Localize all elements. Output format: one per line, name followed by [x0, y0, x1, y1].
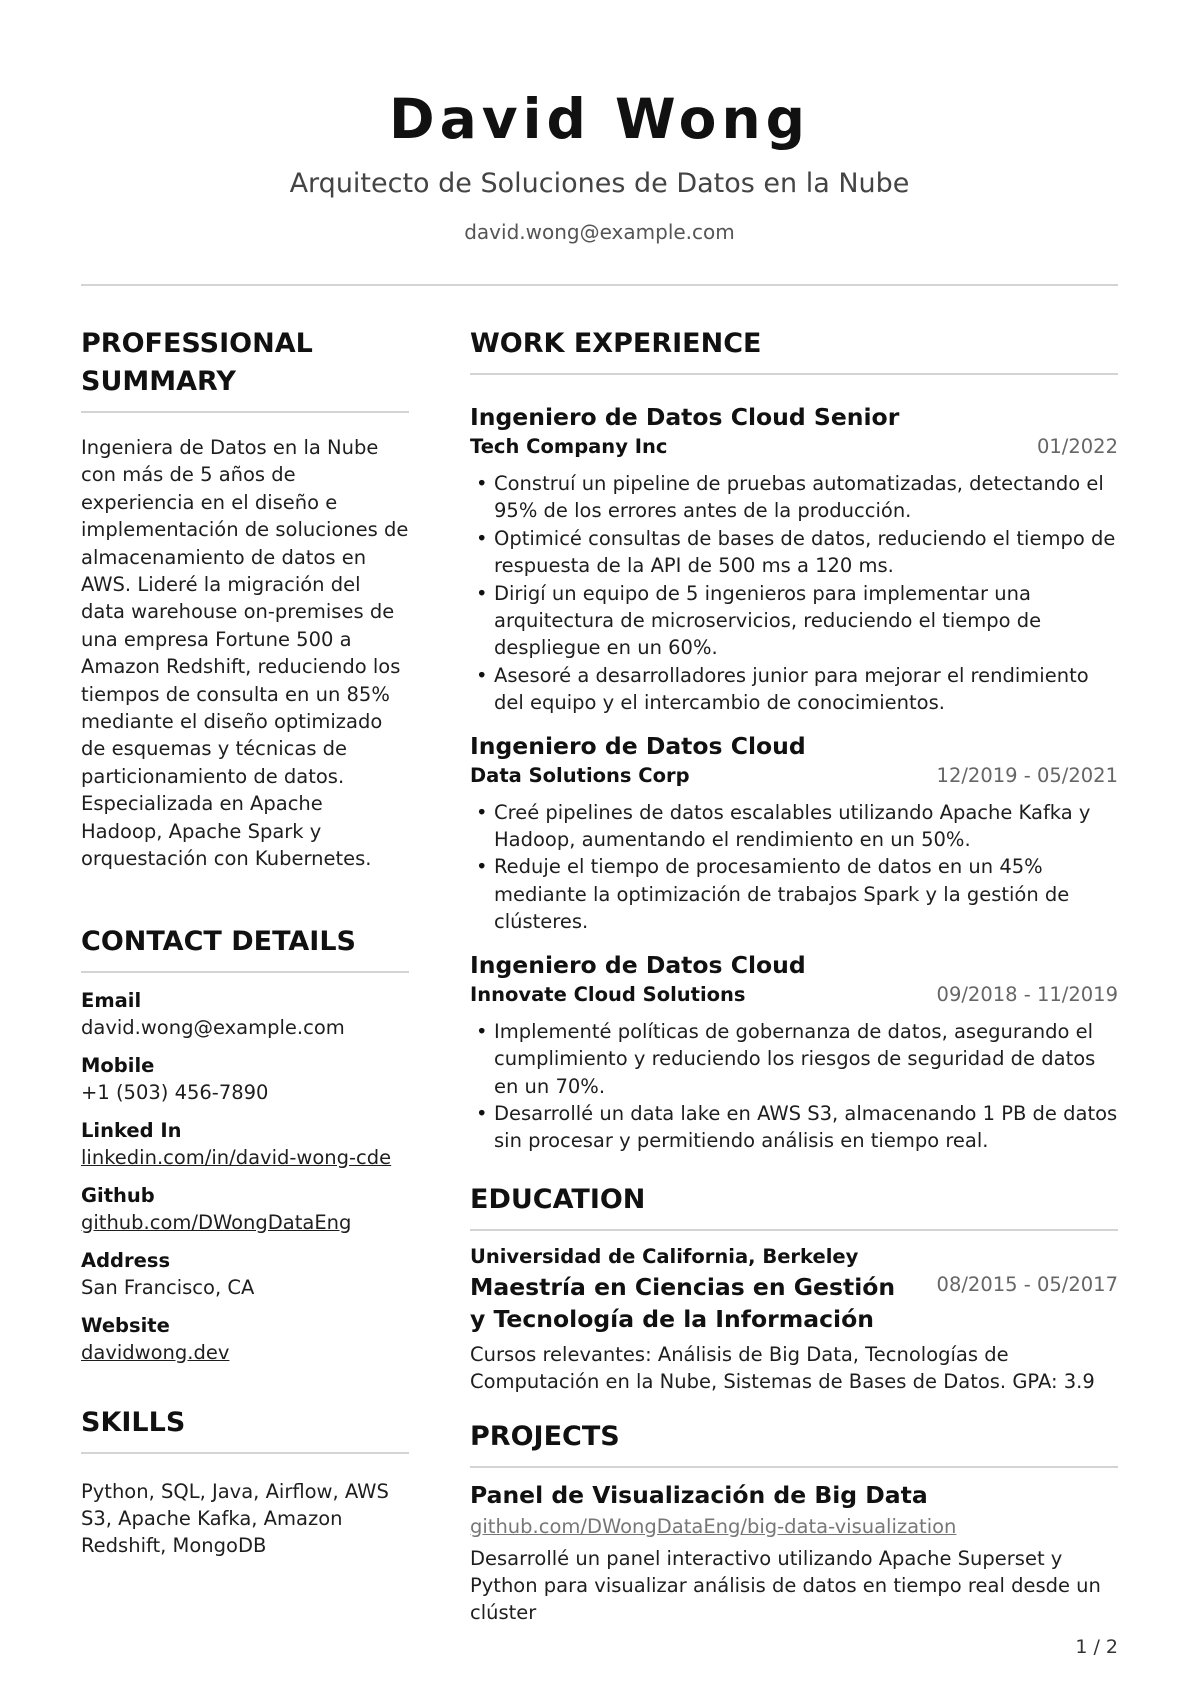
job-title: Ingeniero de Datos Cloud — [470, 950, 806, 979]
header-divider — [81, 284, 1118, 286]
skills-section — [81, 1404, 409, 1560]
education-description: Cursos relevantes: Análisis de Big Data, Tecnologías de Computación en la Nube, Sistemas de Bases de Datos. GPA: 3.9 — [470, 1342, 1095, 1394]
education-meta — [470, 1271, 1118, 1335]
contact-label-linkedin: Linked In — [81, 1118, 182, 1142]
job-bullet: • Implementé políticas de gobernanza de datos, asegurando el cumplimiento y reduciendo los riesgos de seguridad de datos en un 70%. — [470, 1018, 1118, 1100]
job-bullet: • Asesoré a desarrolladores junior para mejorar el rendimiento del equipo y el intercambio de conocimientos. — [470, 662, 1118, 717]
contact-label-website: Website — [81, 1313, 170, 1337]
skills-divider — [81, 1452, 409, 1454]
summary-heading — [81, 325, 409, 401]
job-title: Ingeniero de Datos Cloud — [470, 731, 806, 760]
candidate-name: David Wong — [388, 87, 810, 151]
job-entry — [470, 950, 1118, 1155]
linkedin-link[interactable]: linkedin.com/in/david-wong-cde — [81, 1145, 392, 1169]
projects-section — [470, 1418, 1118, 1627]
job-bullets — [470, 1018, 1118, 1155]
job-company: Innovate Cloud Solutions — [470, 982, 746, 1006]
contact-label-email: Email — [81, 988, 142, 1012]
job-title: Ingeniero de Datos Cloud Senior — [470, 403, 900, 431]
job-entry — [470, 731, 1118, 936]
experience-heading: WORK EXPERIENCE — [470, 328, 762, 359]
summary-text: Ingeniera de Datos en la Nube con más de 5 años de experiencia en el diseño e implementación de soluciones de almacenamiento de datos en AWS. Lideré la migración del data warehouse on-premises de una empresa Fortune 500 a Amazon Redshift, reduciendo los tiempos de consulta en un 85% mediante el diseño optimizado de esquemas y técnicas de particionamiento de datos. Especializada en Apache Hadoop, Apache Spark y orquestación con Kubernetes. — [81, 436, 409, 871]
contact-heading: CONTACT DETAILS — [81, 925, 356, 957]
job-bullets — [470, 799, 1118, 936]
job-bullet: • Optimicé consultas de bases de datos, reduciendo el tiempo de respuesta de la API de 500 ms a 120 ms. — [470, 525, 1118, 580]
job-meta — [470, 433, 1118, 461]
job-dates: 01/2022 — [1036, 435, 1118, 458]
job-bullets — [470, 470, 1118, 717]
skills-text: Python, SQL, Java, Airflow, AWS S3, Apache Kafka, Amazon Redshift, MongoDB — [81, 1479, 389, 1558]
contact-divider — [81, 971, 409, 973]
project-description: Desarrollé un panel interactivo utilizando Apache Superset y Python para visualizar análisis de datos en tiempo real desde un clúster — [470, 1546, 1101, 1625]
job-dates: 09/2018 - 11/2019 — [936, 982, 1118, 1006]
left-column — [81, 325, 409, 1560]
job-company: Tech Company Inc — [470, 435, 668, 458]
contact-value-address: San Francisco, CA — [81, 1275, 255, 1299]
education-school: Universidad de California, Berkeley — [470, 1244, 859, 1268]
education-dates: 08/2015 - 05/2017 — [936, 1272, 1118, 1296]
contact-value-email[interactable]: david.wong@example.com — [81, 1015, 345, 1039]
website-link[interactable]: davidwong.dev — [81, 1340, 230, 1364]
job-meta — [470, 981, 1118, 1009]
job-bullet: • Construí un pipeline de pruebas automatizadas, detectando el 95% de los errores antes de la producción. — [470, 470, 1118, 525]
job-entry — [470, 402, 1118, 717]
skills-heading: SKILLS — [81, 1406, 186, 1438]
right-column — [470, 325, 1118, 1627]
experience-section — [470, 325, 1118, 1155]
education-divider — [470, 1229, 1118, 1231]
summary-section — [81, 325, 409, 873]
job-bullet: • Creé pipelines de datos escalables utilizando Apache Kafka y Hadoop, aumentando el rendimiento en un 50%. — [470, 799, 1118, 854]
contact-label-github: Github — [81, 1183, 155, 1207]
github-link[interactable]: github.com/DWongDataEng — [81, 1210, 352, 1234]
candidate-title: Arquitecto de Soluciones de Datos en la Nube — [289, 168, 910, 199]
contact-value-mobile: +1 (503) 456-7890 — [81, 1080, 269, 1104]
education-degree: Maestría en Ciencias en Gestión y Tecnología de la Información — [470, 1272, 896, 1333]
job-bullet: • Desarrollé un data lake en AWS S3, almacenando 1 PB de datos sin procesar y permitiendo análisis en tiempo real. — [470, 1100, 1118, 1155]
summary-heading-line2: SUMMARY — [81, 366, 236, 397]
job-dates: 12/2019 - 05/2021 — [936, 763, 1118, 787]
job-bullet: • Dirigí un equipo de 5 ingenieros para implementar una arquitectura de microservicios, reduciendo el tiempo de despliegue en un 60%. — [470, 580, 1118, 662]
contact-label-address: Address — [81, 1248, 171, 1272]
projects-divider — [470, 1466, 1118, 1468]
summary-divider — [81, 411, 409, 413]
project-title: Panel de Visualización de Big Data — [470, 1480, 928, 1509]
job-meta — [470, 762, 1118, 790]
project-link[interactable]: github.com/DWongDataEng/big-data-visualization — [470, 1514, 957, 1538]
page-number: 1 / 2 — [1075, 1636, 1118, 1658]
resume-header — [81, 82, 1118, 246]
contact-label-mobile: Mobile — [81, 1053, 155, 1077]
contact-section — [81, 923, 409, 1366]
experience-divider — [470, 373, 1118, 375]
projects-heading: PROJECTS — [470, 1420, 620, 1452]
job-bullet: • Reduje el tiempo de procesamiento de datos en un 45% mediante la optimización de trabajos Spark y la gestión de clústeres. — [470, 853, 1118, 935]
summary-heading-line1: PROFESSIONAL — [81, 328, 313, 359]
education-heading: EDUCATION — [470, 1183, 646, 1215]
education-section — [470, 1181, 1118, 1396]
header-email[interactable]: david.wong@example.com — [464, 220, 735, 244]
job-company: Data Solutions Corp — [470, 763, 690, 787]
contact-list — [81, 987, 409, 1366]
